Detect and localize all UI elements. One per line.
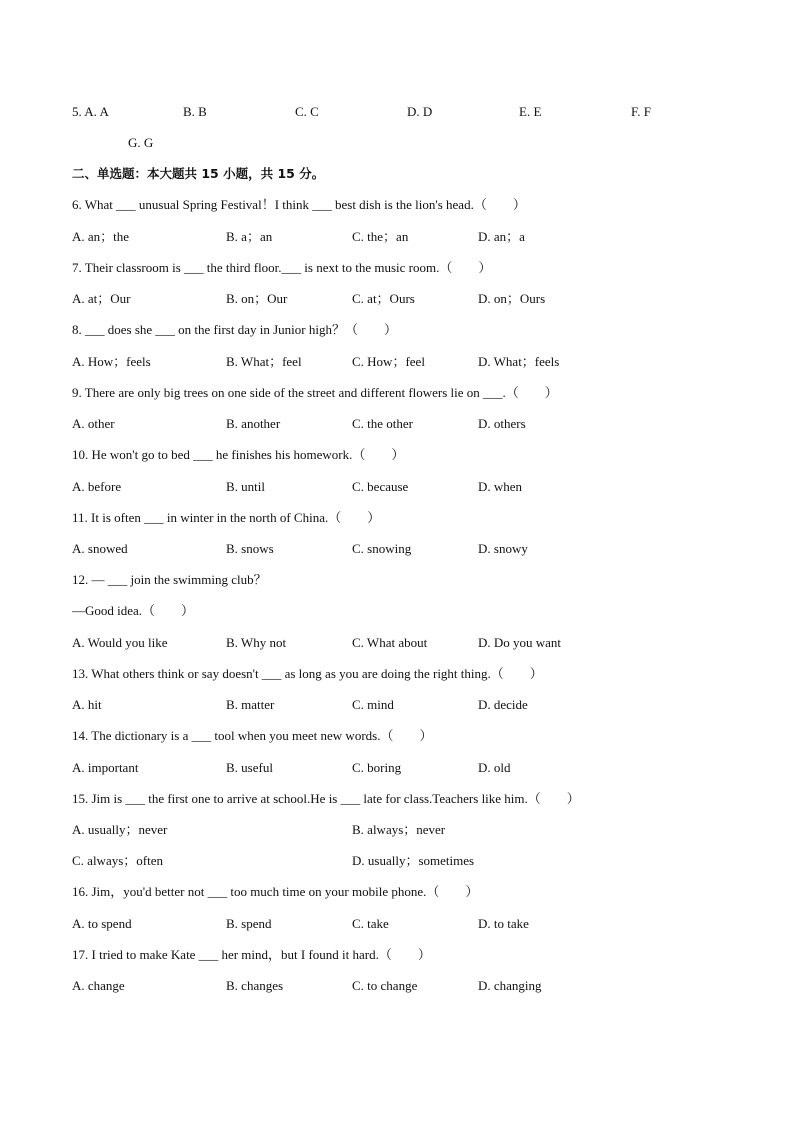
- q9-option-c: C. the other: [352, 416, 414, 431]
- q11-option-b: B. snows: [226, 541, 274, 556]
- q17-option-a: A. change: [72, 978, 125, 993]
- q13-option-b: B. matter: [226, 697, 275, 712]
- q11-option-c: C. snowing: [352, 541, 412, 556]
- section-heading: 二、单选题：本大题共 15 小题，共 15 分。: [72, 166, 325, 181]
- q14-option-b: B. useful: [226, 760, 273, 775]
- q6-option-a: A. an；the: [72, 229, 130, 244]
- q10-option-b: B. until: [226, 479, 266, 494]
- q12-option-b: B. Why not: [226, 635, 287, 650]
- q16-option-b: B. spend: [226, 916, 272, 931]
- q5-option-f: F. F: [631, 104, 651, 119]
- q5-option-g: G. G: [128, 135, 154, 150]
- q13-option-d: D. decide: [478, 697, 528, 712]
- q6-option-d: D. an；a: [478, 229, 525, 244]
- question-7-stem: 7. Their classroom is ___ the third floor.___ is next to the music room.（ ）: [72, 260, 492, 275]
- q15-option-a: A. usually；never: [72, 822, 168, 837]
- q16-option-d: D. to take: [478, 916, 529, 931]
- q7-option-b: B. on；Our: [226, 291, 288, 306]
- q15-option-b: B. always；never: [352, 822, 446, 837]
- q5-option-b: B. B: [183, 104, 207, 119]
- q8-option-a: A. How；feels: [72, 354, 151, 369]
- q12-option-d: D. Do you want: [478, 635, 562, 650]
- q15-option-c: C. always；often: [72, 853, 163, 868]
- q12-option-c: C. What about: [352, 635, 428, 650]
- q11-option-d: D. snowy: [478, 541, 528, 556]
- q5-option-c: C. C: [295, 104, 319, 119]
- q14-option-a: A. important: [72, 760, 139, 775]
- q5-option-a: 5. A. A: [72, 104, 109, 119]
- q15-option-d: D. usually；sometimes: [352, 853, 475, 868]
- q5-option-e: E. E: [519, 104, 542, 119]
- q7-option-a: A. at；Our: [72, 291, 131, 306]
- q7-option-d: D. on；Ours: [478, 291, 546, 306]
- question-13-stem: 13. What others think or say doesn't ___ as long as you are doing the right thing.（ ）: [72, 666, 543, 681]
- question-12-response: —Good idea.（ ）: [72, 603, 195, 618]
- question-16-stem: 16. Jim，you'd better not ___ too much time on your mobile phone.（ ）: [72, 884, 479, 899]
- question-17-stem: 17. I tried to make Kate ___ her mind，but I found it hard.（ ）: [72, 947, 431, 962]
- q8-option-b: B. What；feel: [226, 354, 302, 369]
- question-6-stem: 6. What ___ unusual Spring Festival！I think ___ best dish is the lion's head.（ ）: [72, 197, 526, 212]
- q12-option-a: A. Would you like: [72, 635, 168, 650]
- q17-option-d: D. changing: [478, 978, 542, 993]
- q5-option-d: D. D: [407, 104, 433, 119]
- q6-option-c: C. the；an: [352, 229, 409, 244]
- question-9-stem: 9. There are only big trees on one side of the street and different flowers lie on ___.（ ）: [72, 385, 558, 400]
- q8-option-c: C. How；feel: [352, 354, 425, 369]
- q16-option-a: A. to spend: [72, 916, 132, 931]
- q11-option-a: A. snowed: [72, 541, 128, 556]
- q9-option-b: B. another: [226, 416, 281, 431]
- q10-option-d: D. when: [478, 479, 523, 494]
- question-12-stem: 12. — ___ join the swimming club？: [72, 572, 267, 587]
- q7-option-c: C. at；Ours: [352, 291, 415, 306]
- q17-option-b: B. changes: [226, 978, 284, 993]
- q14-option-c: C. boring: [352, 760, 402, 775]
- q16-option-c: C. take: [352, 916, 389, 931]
- q13-option-c: C. mind: [352, 697, 394, 712]
- q10-option-c: C. because: [352, 479, 409, 494]
- question-10-stem: 10. He won't go to bed ___ he finishes his homework.（ ）: [72, 447, 405, 462]
- question-8-stem: 8. ___ does she ___ on the first day in Junior high？（ ）: [72, 322, 397, 337]
- q8-option-d: D. What；feels: [478, 354, 560, 369]
- q14-option-d: D. old: [478, 760, 511, 775]
- q13-option-a: A. hit: [72, 697, 102, 712]
- question-11-stem: 11. It is often ___ in winter in the north of China.（ ）: [72, 510, 381, 525]
- q6-option-b: B. a；an: [226, 229, 273, 244]
- q10-option-a: A. before: [72, 479, 122, 494]
- q9-option-d: D. others: [478, 416, 526, 431]
- q17-option-c: C. to change: [352, 978, 418, 993]
- q9-option-a: A. other: [72, 416, 115, 431]
- question-14-stem: 14. The dictionary is a ___ tool when you meet new words.（ ）: [72, 728, 433, 743]
- question-15-stem: 15. Jim is ___ the first one to arrive at school.He is ___ late for class.Teachers like him.（ ）: [72, 791, 580, 806]
